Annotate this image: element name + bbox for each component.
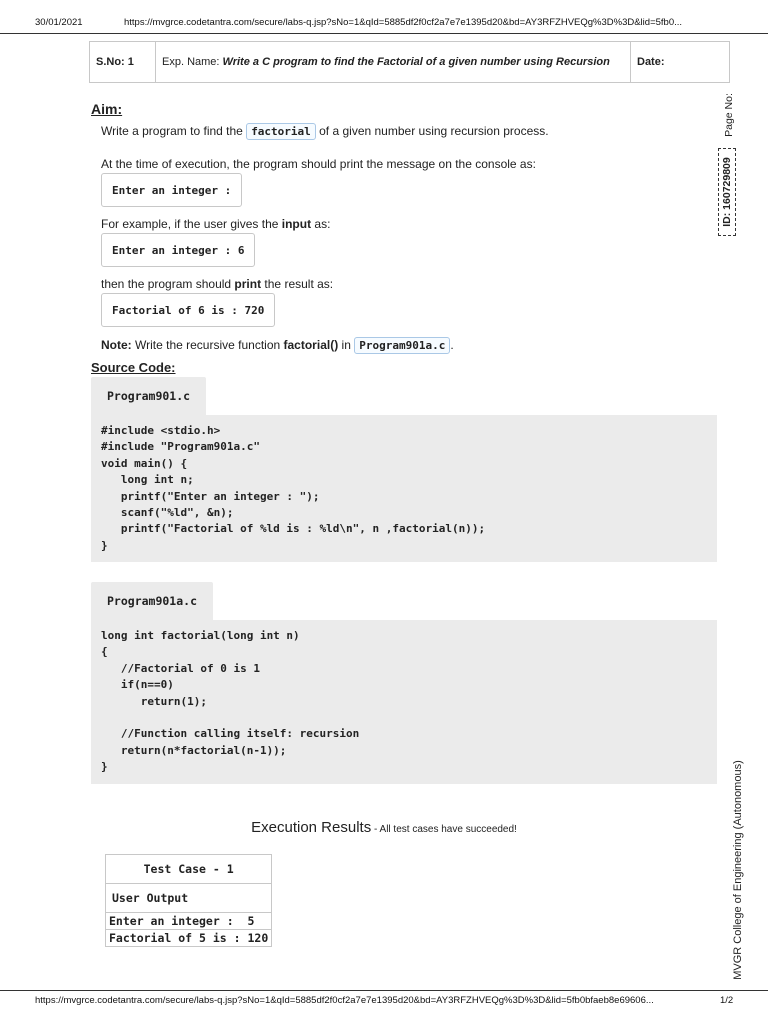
execution-status: - All test cases have succeeded! [371, 824, 517, 835]
execution-results-heading: Execution Results - All test cases have succeeded! [251, 819, 517, 836]
footer-divider [0, 990, 768, 991]
note-text: Note: Write the recursive function factorial() in Program901a.c . [101, 338, 454, 352]
print-url[interactable]: https://mvgrce.codetantra.com/secure/labs-q.jsp?sNo=1&qId=5885df2f0cf2a7e7e1395d20&bd=AY3RFZHVEQg%3D%3D&lid=5fb0... [124, 17, 683, 28]
code-line: return(n*factorial(n-1)); [101, 743, 287, 757]
code-line: void main() { [101, 456, 188, 470]
code-block-program901a [91, 620, 717, 784]
code-line: printf("Enter an integer : "); [101, 489, 320, 503]
output-line: Enter an integer : 5 [106, 913, 272, 930]
code-line: } [101, 760, 108, 774]
experiment-name [156, 42, 631, 82]
code-line: printf("Factorial of %ld is : %ld\n", n ,factorial(n)); [101, 522, 486, 536]
test-case-table [105, 854, 272, 947]
code-line: { [101, 645, 108, 659]
output-line: Factorial of 5 is : 120 [106, 930, 272, 947]
source-code-heading: Source Code: [91, 360, 176, 375]
test-case-title: Test Case - 1 [106, 855, 272, 884]
code-line: long int n; [101, 473, 194, 487]
example-output-text: then the program should print the result as: [101, 277, 334, 291]
print-footer [0, 990, 768, 1020]
factorial-code-chip: factorial [246, 123, 316, 140]
header-divider [0, 33, 768, 34]
experiment-name-label: Exp. Name: [162, 56, 223, 68]
experiment-header-table [89, 41, 730, 83]
aim-heading: Aim: [91, 101, 123, 117]
example-input-text: For example, if the user gives the input as: [101, 217, 331, 231]
print-header [0, 0, 768, 34]
code-line: #include <stdio.h> [101, 424, 221, 437]
page-number-label: Page No: [723, 93, 735, 137]
date-field: Date: [637, 56, 665, 68]
code-line: scanf("%ld", &n); [101, 506, 234, 520]
example-output-box: Factorial of 6 is : 720 [101, 293, 275, 327]
user-output-label: User Output [106, 884, 272, 913]
footer-page-number: 1/2 [720, 995, 734, 1006]
filename-code-chip: Program901a.c [354, 337, 450, 354]
code-line: #include "Program901a.c" [101, 440, 260, 454]
file-tab-program901a[interactable]: Program901a.c [91, 582, 213, 620]
file-tab-program901[interactable]: Program901.c [91, 377, 206, 415]
student-id-label: ID: 160729809 [718, 148, 736, 236]
code-line: if(n==0) [101, 678, 174, 692]
college-name-label: MVGR College of Engineering (Autonomous) [732, 760, 744, 980]
code-line: return(1); [101, 694, 207, 708]
execution-instruction: At the time of execution, the program should print the message on the console as: [101, 157, 536, 171]
footer-url[interactable]: https://mvgrce.codetantra.com/secure/labs-q.jsp?sNo=1&qId=5885df2f0cf2a7e7e1395d20&bd=AY3RFZHVEQg%3D%3D&lid=5fb0bfaeb8e69606... [35, 995, 654, 1006]
experiment-name-value: Write a C program to find the Factorial of a given number using Recursion [222, 56, 610, 68]
code-block-program901 [91, 415, 717, 562]
code-line: //Function calling itself: recursion [101, 727, 360, 741]
code-line: long int factorial(long int n) [101, 629, 300, 642]
example-input-box: Enter an integer : 6 [101, 233, 255, 267]
print-date: 30/01/2021 [35, 17, 83, 28]
code-line: //Factorial of 0 is 1 [101, 661, 260, 675]
serial-number: S.No: 1 [90, 42, 156, 82]
code-line [101, 710, 707, 726]
console-prompt-box: Enter an integer : [101, 173, 242, 207]
aim-description: Write a program to find the factorial of a given number using recursion process. [101, 124, 549, 138]
code-line: } [101, 538, 108, 552]
